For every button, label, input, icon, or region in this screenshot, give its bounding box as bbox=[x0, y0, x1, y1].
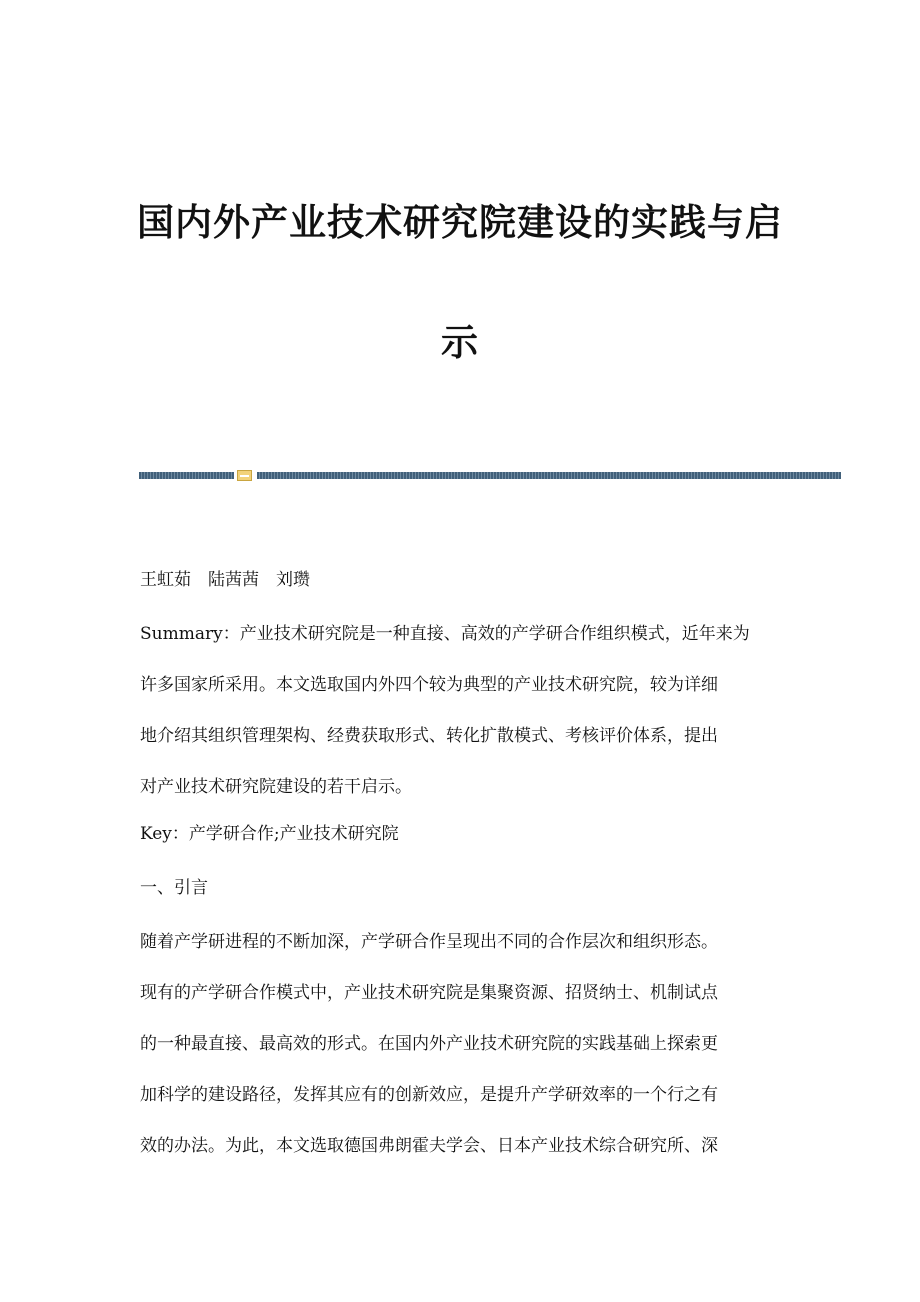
intro-line: 随着产学研进程的不断加深，产学研合作呈现出不同的合作层次和组织形态。 bbox=[140, 932, 718, 952]
intro-line: 的一种最直接、最高效的形式。在国内外产业技术研究院的实践基础上探索更 bbox=[140, 1034, 718, 1054]
intro-line: 加科学的建设路径，发挥其应有的创新效应，是提升产学研效率的一个行之有 bbox=[140, 1085, 718, 1105]
decorative-divider bbox=[139, 470, 841, 482]
paper-title-line-2: 示 bbox=[441, 321, 479, 364]
summary-line: Summary：产业技术研究院是一种直接、高效的产学研合作组织模式，近年来为 bbox=[140, 624, 750, 644]
summary-paragraph bbox=[140, 609, 780, 813]
intro-line: 现有的产学研合作模式中，产业技术研究院是集聚资源、招贤纳士、机制试点 bbox=[140, 983, 718, 1003]
summary-line: 许多国家所采用。本文选取国内外四个较为典型的产业技术研究院，较为详细 bbox=[140, 675, 718, 695]
paper-title-line-1: 国内外产业技术研究院建设的实践与启 bbox=[137, 201, 783, 244]
introduction-paragraph bbox=[140, 917, 780, 1172]
intro-line: 效的办法。为此，本文选取德国弗朗霍夫学会、日本产业技术综合研究所、深 bbox=[140, 1136, 718, 1156]
keywords: Key：产学研合作;产业技术研究院 bbox=[140, 824, 399, 844]
envelope-icon bbox=[237, 470, 252, 481]
divider-bar-right bbox=[257, 472, 841, 479]
section-heading-introduction: 一、引言 bbox=[140, 878, 208, 898]
summary-line: 地介绍其组织管理架构、经费获取形式、转化扩散模式、考核评价体系，提出 bbox=[140, 726, 718, 746]
author-list: 王虹茹 陆茜茜 刘瓒 bbox=[140, 570, 310, 590]
divider-bar-left bbox=[139, 472, 234, 479]
summary-line: 对产业技术研究院建设的若干启示。 bbox=[140, 777, 412, 797]
